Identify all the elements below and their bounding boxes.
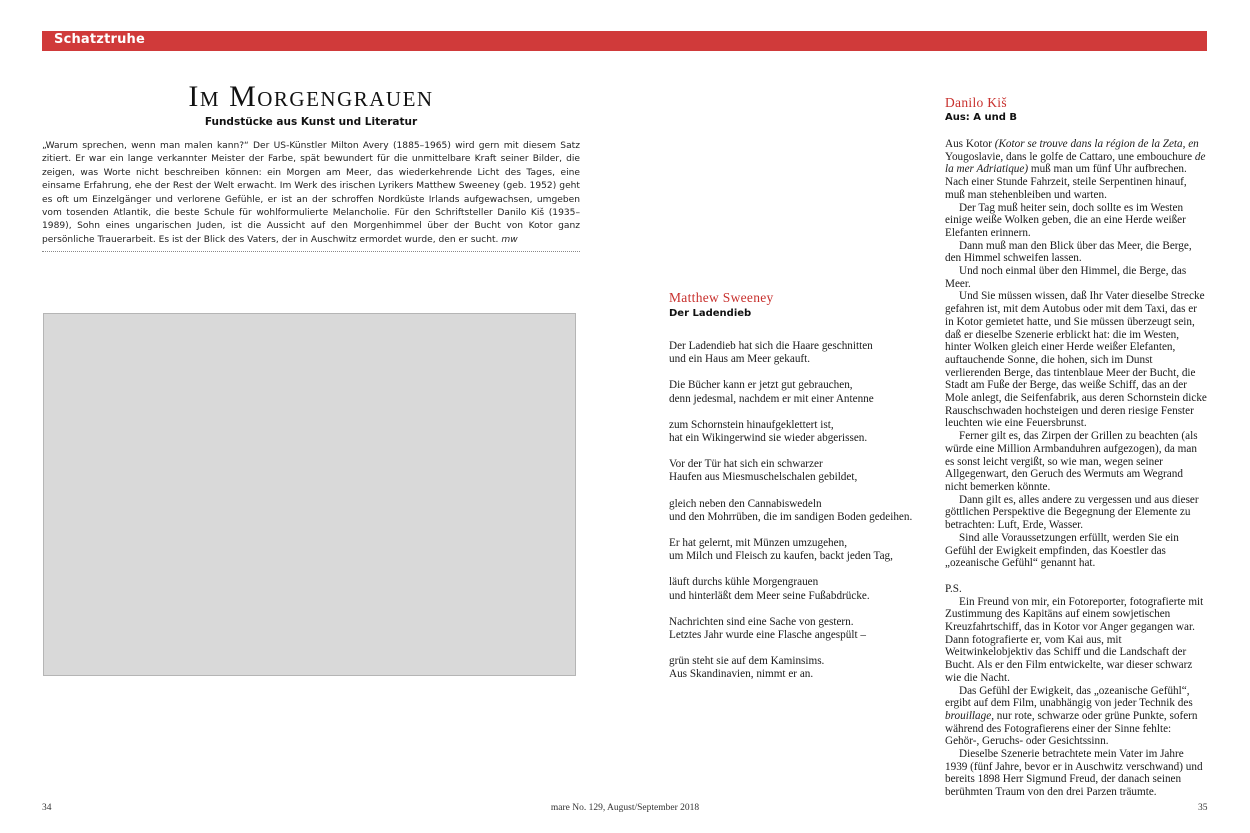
poem-line: Haufen aus Miesmuschelschalen gebildet, [669, 471, 858, 484]
poem-stanza [669, 576, 929, 602]
prose-paragraph: Dann muß man den Blick über das Meer, die Berge, den Himmel schweifen lassen. [945, 239, 1192, 265]
poem-stanza [669, 537, 929, 563]
poem-line: Aus Skandinavien, nimmt er an. [669, 668, 814, 681]
prose-paragraph: Und noch einmal über den Himmel, die Berge, das Meer. [945, 265, 1187, 290]
prose-italic-span: de la mer Adriatique) [945, 150, 1206, 176]
prose-text [945, 138, 1207, 799]
poem-stanza [669, 458, 929, 484]
poem-line: Die Bücher kann er jetzt gut gebrauchen, [669, 379, 853, 392]
poem [669, 340, 929, 695]
poem-line: und ein Haus am Meer gekauft. [669, 353, 811, 366]
prose-span: Das Gefühl der Ewigkeit, das „ozeanische Gefühl“, ergibt auf dem Film, unabhängig von jeder Technik des [945, 684, 1193, 710]
article-subtitle: Fundstücke aus Kunst und Literatur [204, 116, 418, 128]
page-number-right: 35 [1198, 803, 1208, 813]
poem-line: Nachrichten sind eine Sache von gestern. [669, 615, 854, 628]
prose-paragraph [945, 685, 1207, 749]
poem-line: Vor der Tür hat sich ein schwarzer [669, 458, 823, 471]
poem-line: um Milch und Fleisch zu kaufen, backt jeden Tag, [669, 550, 893, 563]
prose-italic-span: (Kotor se trouve dans la région de la Zeta, en [994, 138, 1199, 150]
poem-line: und den Mohrrüben, die im sandigen Boden gedeihen. [669, 510, 913, 523]
prose-paragraph: Ein Freund von mir, ein Fotoreporter, fotografierte mit Zustimmung des Kapitäns auf einem sowjetischen Kreuzfahrtschiff, das in Kotor vor Anger gegangen war. Dann fotografierte er, vom Kai aus, mit Weitwinkelobjektiv das Schiff und die Landschaft der Bucht. Als er den Film entwickelte, war dieser schwarz wie die Nacht. [945, 595, 1204, 684]
prose-span: muß man um fünf Uhr aufbrechen. Nach einer Stunde Fahrzeit, steile Serpentinen hinauf, muß man stehenbleiben und warten. [945, 163, 1187, 201]
poem-stanza [669, 655, 929, 681]
prose-paragraph: Dann gilt es, alles andere zu vergessen und aus dieser göttlichen Perspektive die Begegnung der Elemente zu betrachten: Luft, Erde, Wasser. [945, 493, 1199, 532]
sweeney-work-title: Der Ladendieb [669, 308, 752, 319]
prose-span: Aus Kotor [945, 138, 995, 150]
intro-text: „Warum sprechen, wenn man malen kann?“ Der US-Künstler Milton Avery (1885–1965) wird gern mit diesem Satz zitiert. Er war ein lange verkannter Meister der Farbe, spät bewundert für die unmittelbare Kraft seiner Bilder, die zeigen, was Worte nicht beschreiben können: ein Morgen am Meer, das wiederkehrende Licht des Tages, eine einsame Erfahrung, ehe der Rest der Welt erwacht. Im Werk des irischen Lyrikers Matthew Sweeney (geb. 1952) geht es oft um Einzelgänger und verlorene Gefühle, er ist an der schroffen Nordküste Irlands aufgewachsen, umgeben vom tosenden Atlantik, die beste Schule für wohlformulierte Melancholie. Für den Schriftsteller Danilo Kiš (1935–1989), Sohn eines ungarischen Juden, ist die Aussicht auf den Morgenhimmel über der Bucht von Kotor ganz persönliche Trauerarbeit. Es ist der Blick des Vaters, der in Auschwitz ermordet wurde, den er sucht. [42, 141, 580, 245]
poem-line: gleich neben den Cannabiswedeln [669, 497, 822, 510]
poem-line: Letztes Jahr wurde eine Flasche angespült – [669, 629, 866, 642]
intro-signature: mw [501, 234, 518, 245]
prose-paragraph: Ferner gilt es, das Zirpen der Grillen zu beachten (als würde eine Million Armbanduhren aufgezogen), da man es sonst leicht vergißt, so wie man, wegen seiner Allgegenwart, den Geruch des Wermuts am Wegrand nicht bemerken könnte. [945, 430, 1198, 493]
prose-italic-span: brouillage [945, 709, 992, 722]
section-header-bar [42, 31, 1207, 51]
poem-line: hat ein Wikingerwind sie wieder abgerissen. [669, 432, 868, 445]
poem-stanza [669, 419, 929, 445]
poem-line: grün steht sie auf dem Kaminsims. [669, 655, 825, 668]
prose-paragraph: Dieselbe Szenerie betrachtete mein Vater im Jahre 1939 (fünf Jahre, bevor er in Auschwitz verschwand) und bereits 1898 Herr Sigmund Freud, der danach seinen berühmten Traum von den drei Parzen träumte. [945, 748, 1203, 799]
issue-footer: mare No. 129, August/September 2018 [550, 803, 700, 813]
sweeney-author-heading: Matthew Sweeney [669, 290, 774, 305]
intro-paragraph [42, 140, 580, 252]
prose-paragraph: Der Tag muß heiter sein, doch sollte es im Westen einige weiße Wolken geben, die an eine Herde weißer Elefanten erinnern. [945, 201, 1186, 239]
poem-line: Der Ladendieb hat sich die Haare geschnitten [669, 340, 873, 352]
painting-image-placeholder [43, 313, 576, 676]
prose-span: Yougoslavie, dans le golfe de Cattaro, une embouchure [945, 150, 1195, 163]
poem-stanza [669, 498, 929, 524]
poem-stanza [669, 616, 929, 642]
kis-work-title: Aus: A und B [945, 112, 1018, 123]
prose-paragraph: Sind alle Voraussetzungen erfüllt, werden Sie ein Gefühl der Ewigkeit empfinden, das Koestler das „ozeanische Gefühl“ genannt hat. [945, 531, 1179, 570]
section-label: Schatztruhe [54, 32, 146, 47]
poem-stanza [669, 379, 929, 405]
poem-line: Er hat gelernt, mit Münzen umzugehen, [669, 537, 848, 550]
kis-author-heading: Danilo Kiš [945, 95, 1007, 110]
page-number-left: 34 [42, 803, 52, 813]
poem-stanza [669, 340, 929, 366]
article-title: Im Morgengrauen [188, 80, 434, 113]
ps-label: P.S. [945, 582, 962, 595]
prose-span: , nur rote, schwarze oder grüne Punkte, sofern während des Fotografierens einer der Sinne fehlte: Gehör-, Geruchs- oder Gesichtssinn. [945, 709, 1198, 748]
prose-paragraph: Und Sie müssen wissen, daß Ihr Vater dieselbe Strecke gefahren ist, mit dem Autobus oder mit dem Taxi, das er in Kotor gemietet hatte, und Sie müssen überzeugt sein, daß er dieselbe Szenerie erblickt hat: die im Westen, hinter Wolken gleich einer Herde weißer Elefanten, auftauchende Sonne, die hohen, sich im Dunst verlierenden Berge, das tintenblaue Meer der Bucht, die Stadt am Fuße der Berge, das weiße Schiff, das an der Mole anlegt, die Seifenfabrik, aus deren Schornstein dicke Rauschschwaden hochsteigen und deren riesige Fenster leuchten wie eine Feuersbrunst. [945, 290, 1207, 430]
poem-line: läuft durchs kühle Morgengrauen [669, 576, 819, 589]
poem-line: zum Schornstein hinaufgeklettert ist, [669, 418, 834, 431]
poem-line: denn jedesmal, nachdem er mit einer Antenne [669, 392, 874, 405]
poem-line: und hinterläßt dem Meer seine Fußabdrücke. [669, 589, 870, 602]
prose-paragraph [945, 138, 1207, 202]
